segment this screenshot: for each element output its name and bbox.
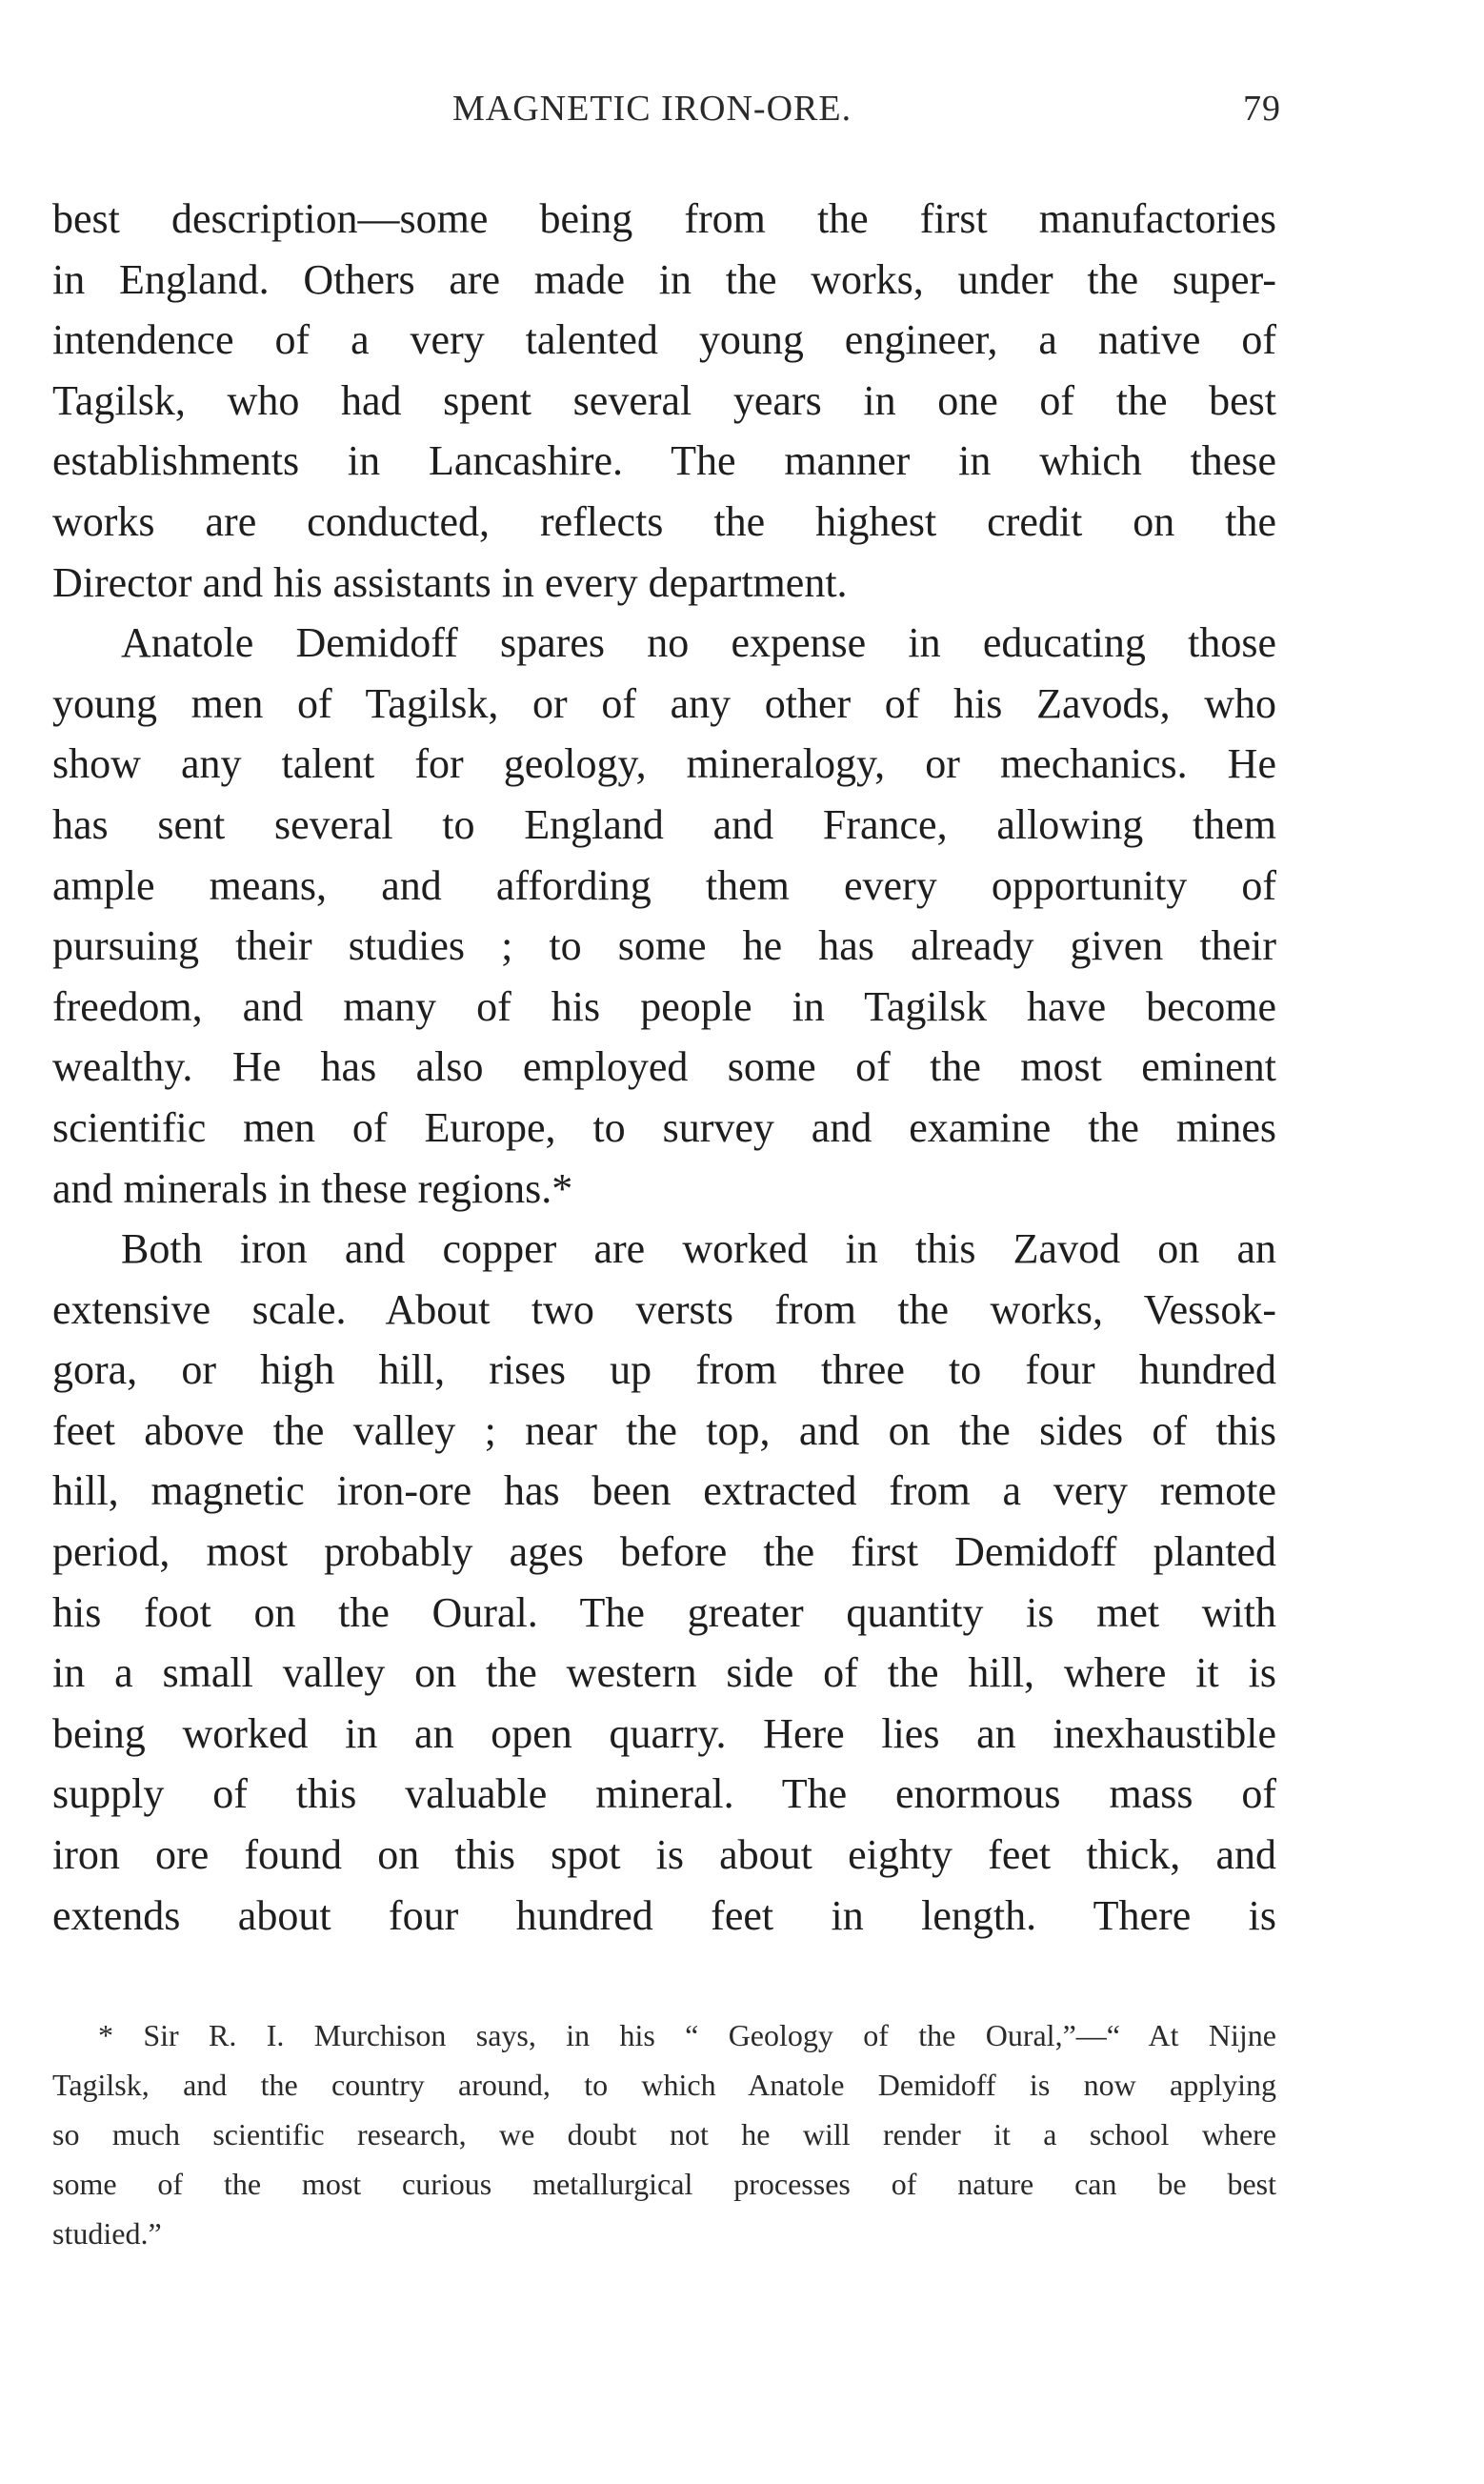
running-title: MAGNETIC IRON-ORE.: [452, 89, 852, 129]
footnote-line: * Sir R. I. Murchison says, in his “ Geology of the Oural,”—“ At Nijne: [98, 2018, 1276, 2052]
body-text: [52, 189, 1276, 1946]
body-line: Director and his assistants in every department.: [52, 558, 848, 606]
body-line: freedom, and many of his people in Tagilsk have become: [52, 982, 1276, 1030]
body-line: being worked in an open quarry. Here lies an inexhaustible: [52, 1709, 1276, 1757]
paragraph-start-line: Both iron and copper are worked in this Zavod on an: [121, 1225, 1276, 1273]
body-line: supply of this valuable mineral. The enormous mass of: [52, 1770, 1276, 1818]
footnote-line: studied.”: [52, 2216, 162, 2251]
footnote-line: so much scientific research, we doubt not he will render it a school where: [52, 2117, 1276, 2151]
footnote-line: some of the most curious metallurgical processes of nature can be best: [52, 2167, 1276, 2201]
body-line: feet above the valley ; near the top, and on the sides of this: [52, 1406, 1276, 1454]
body-line: gora, or high hill, rises up from three to four hundred: [52, 1346, 1276, 1394]
body-line: hill, magnetic iron-ore has been extracted from a very remote: [52, 1467, 1276, 1515]
body-line: in England. Others are made in the works, under the super-: [52, 255, 1276, 303]
running-head: [52, 88, 1281, 135]
body-line: wealthy. He has also employed some of the most eminent: [52, 1043, 1276, 1091]
footnote-line: Tagilsk, and the country around, to which Anatole Demidoff is now applying: [52, 2068, 1276, 2102]
body-line: intendence of a very talented young engineer, a native of: [52, 316, 1276, 364]
body-line: ample means, and affording them every opportunity of: [52, 861, 1276, 909]
body-line: Tagilsk, who had spent several years in one of the best: [52, 376, 1276, 424]
body-line: extensive scale. About two versts from the works, Vessok-: [52, 1285, 1276, 1333]
body-line: in a small valley on the western side of the hill, where it is: [52, 1649, 1276, 1697]
footnote: [52, 2010, 1276, 2258]
body-line: young men of Tagilsk, or of any other of his Zavods, who: [52, 679, 1276, 727]
body-line: has sent several to England and France, allowing them: [52, 800, 1276, 848]
body-line: his foot on the Oural. The greater quantity is met with: [52, 1588, 1276, 1636]
body-line: best description—some being from the first manufactories: [52, 195, 1276, 242]
paragraph-start-line: Anatole Demidoff spares no expense in educating those: [121, 619, 1276, 667]
body-line: establishments in Lancashire. The manner in which these: [52, 437, 1276, 485]
body-line: period, most probably ages before the first Demidoff planted: [52, 1528, 1276, 1576]
body-line: show any talent for geology, mineralogy, or mechanics. He: [52, 740, 1276, 788]
body-line: works are conducted, reflects the highest credit on the: [52, 497, 1276, 545]
body-line: and minerals in these regions.*: [52, 1164, 573, 1212]
body-line: iron ore found on this spot is about eighty feet thick, and: [52, 1831, 1276, 1879]
page-number: 79: [1243, 89, 1281, 129]
body-line: scientific men of Europe, to survey and examine the mines: [52, 1103, 1276, 1151]
body-line: pursuing their studies ; to some he has already given their: [52, 922, 1276, 970]
body-line: extends about four hundred feet in length. There is: [52, 1891, 1276, 1939]
